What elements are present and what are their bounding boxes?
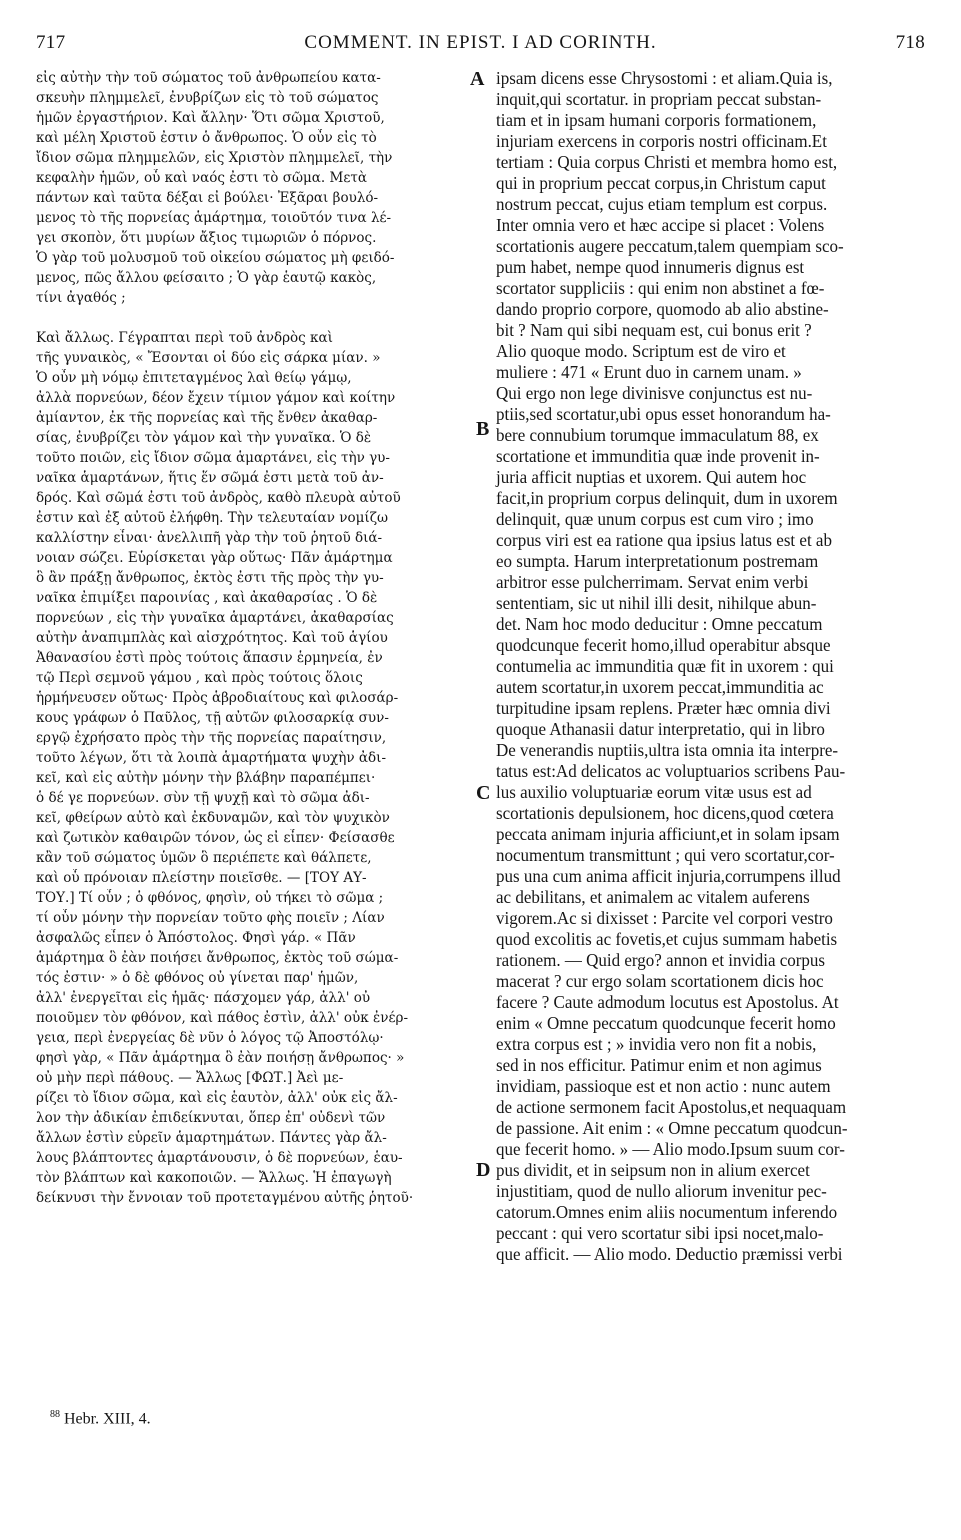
latin-line: sententiam, sic ut nihil illi desit, nihilque abun- [496,593,817,613]
greek-line: πάντων καὶ ταῦτα δέξαι εἰ βούλει· Ἐξᾶραι βουλό- [36,190,379,206]
latin-line: Inter omnia vero et hæc accipe si placet : Volens [496,215,825,235]
latin-line: vigorem.Ac si dixisset : Parcite vel corpori vestro [496,908,833,928]
greek-line: εἰς αὐτὴν τὴν τοῦ σώματος τοῦ ἀνθρωπείου κατα- [36,70,381,86]
greek-line: Ἀθανασίου ἐστὶ πρὸς τούτοις ἅπασιν ἑρμηνεία, ἐν [36,650,383,666]
latin-line: ptiis,sed scortatur,ubi opus esset honorandum ha- [496,404,831,424]
latin-line: Qui ergo non lege divinisve conjunctus est nu- [496,383,813,403]
greek-line: κεφαλὴν ἡμῶν, οὗ καὶ ναός ἐστι τὸ σῶμα. Μετὰ [36,170,368,186]
latin-line: peccant : qui vero scortatur sibi ipsi nocet,malo- [496,1223,824,1243]
latin-line: rationem. — Quid ergo? annon et invidia corpus [496,950,826,970]
latin-line: lus auxilio voluptuariæ eorum vitæ usus est ad [496,782,812,802]
latin-line: qui in proprium peccat corpus,in Christum caput [496,173,826,193]
latin-line: autem scortatur,in uxorem peccat,immunditia ac [496,677,824,697]
latin-line: quodcunque fecerit homo,illud operabitur absque [496,635,831,655]
latin-line: de actione sermonem facit Apostolus,et nequaquam [496,1097,847,1117]
latin-line: Alio quoque modo. Scriptum est de viro et [496,341,786,361]
latin-line: scortationis depulsionem, hoc dicens,quod cœtera [496,803,834,823]
latin-line: tatus est:Ad delicatos ac voluptuarios scribens Pau- [496,761,846,781]
greek-line: τοῦτο λέγων, ὅτι τὰ λοιπὰ ἁμαρτήματα ψυχὴν ἀδι- [36,750,387,766]
greek-line: ὃ ἂν πράξῃ ἄνθρωπος, ἐκτὸς ἐστι τῆς πρὸς τὴν γυ- [36,570,384,586]
latin-line: dando proprio corpore, quomodo ab alio abstine- [496,299,829,319]
latin-line: peccata animam injuria afficiunt,et in solam ipsam [496,824,840,844]
greek-line: Καὶ ἄλλως. Γέγραπται περὶ τοῦ ἀνδρὸς καὶ [36,330,333,346]
footnote-number: 88 [50,1409,60,1420]
greek-line: τῆς γυναικὸς, « Ἔσονται οἱ δύο εἰς σάρκα μίαν. » [36,350,381,366]
latin-line: bit ? Nam qui sibi nequam est, cui bonus erit ? [496,320,812,340]
greek-line: καὶ μέλη Χριστοῦ ἐστιν ὁ ἄνθρωπος. Ὁ οὖν εἰς τὸ [36,130,377,146]
footnote [50,1405,151,1429]
latin-line: extra corpus est ; » invidia vero non fit a nobis, [496,1034,817,1054]
latin-line: pus dividit, et in seipsum non in alium exercet [496,1160,810,1180]
latin-line: tiam et in ipsam humani corporis formationem, [496,110,817,130]
latin-line: sed in nos efficitur. Patimur enim et non agimus [496,1055,822,1075]
page-number-right: 718 [895,32,925,53]
latin-line: bere connubium torumque immaculatum 88, ex [496,425,819,445]
greek-line: ἀλλ' ἐνεργεῖται εἰς ἡμᾶς· πάσχομεν γάρ, ἀλλ' οὐ [36,990,371,1006]
greek-line: ναῖκα ἁμαρτάνων, ἥτις ἕν σῶμά ἐστι μετὰ τοῦ ἀν- [36,470,384,486]
page-number-left: 717 [36,32,66,53]
latin-line: muliere : 471 « Erunt duo in carnem unam. » [496,362,802,382]
greek-line: ἡρμήνευσεν οὕτως· Πρὸς ἁβροδιαίτους καὶ φιλοσάρ- [36,690,399,706]
latin-line: nostrum peccat, cujus etiam templum est corpus. [496,194,828,214]
latin-line: que afficit. — Alio modo. Deductio præmissi verbi [496,1244,843,1264]
greek-line: σίας, ἐνυβρίζει τὸν γάμον καὶ τὴν γυναῖκα. Ὁ δὲ [36,430,372,446]
greek-line: ἴδιον σῶμα πλημμελῶν, εἰς Χριστὸν πλημμελεῖ, τὴν [36,150,393,166]
greek-line: ἀμίαντον, ἐκ τῆς πορνείας καὶ τῆς ἔνθεν ἀκαθαρ- [36,410,378,426]
greek-line: τοῦτο ποιῶν, εἰς ἴδιον σῶμα ἁμαρτάνει, εἰς τὴν γυ- [36,450,390,466]
greek-line: γεια, περὶ ἐνεργείας δὲ νῦν ὁ λόγος τῷ Ἀποστόλῳ· [36,1030,384,1046]
greek-line: δείκνυσι τὴν ἔννοιαν τοῦ προτεταγμένου αὐτῆς ῥητοῦ· [36,1190,414,1206]
latin-line: ac debilitans, et animalem ac vitalem auferens [496,887,810,907]
latin-line: scortatione et immunditia quæ inde provenit in- [496,446,820,466]
greek-line: ἡμῶν ἐργαστήριον. Καὶ ἄλλην· Ὅτι σῶμα Χριστοῦ, [36,110,385,126]
margin-marker-c: C [476,782,491,804]
greek-line: μενος τὸ τῆς πορνείας ἁμάρτημα, τοιοῦτόν τινα λέ- [36,210,392,226]
greek-line: ποιοῦμεν τὸν φθόνον, καὶ πάθος ἐστὶν, ἀλλ' οὐκ ἐνέρ- [36,1010,409,1026]
latin-line: scortator suppliciis : qui enim non abstinet a fœ- [496,278,825,298]
latin-line: juria afficit nuptias et uxorem. Qui autem hoc [496,467,807,487]
greek-line: κεῖ, φθείρων αὐτὸ καὶ ἐκδυναμῶν, καὶ τὸν ψυχικὸν [36,810,390,826]
greek-line: τίνι ἀγαθός ; [36,290,126,306]
greek-line: πορνεύων , εἰς τὴν γυναῖκα ἁμαρτάνει, ἀκαθαρσίας [36,610,394,626]
greek-line: ναῖκα ἐπιμίξει παροινίας , καὶ ἀκαθαρσίας . Ὁ δὲ [36,590,378,606]
latin-line: tertiam : Quia corpus Christi et membra homo est, [496,152,838,172]
running-title: COMMENT. IN EPIST. I AD CORINTH. [304,32,657,53]
latin-line: nocumentum transmittunt ; qui vero scortatur,cor- [496,845,835,865]
latin-line: injuriam exercens in corporis nostri officinam.Et [496,131,827,151]
latin-line: eo sumpta. Harum interpretationum postremam [496,551,819,571]
greek-line: σκευὴν πλημμελεῖ, ἐνυβρίζων εἰς τὸ τοῦ σώματος [36,90,379,106]
greek-line: καλλίστην εἶναι· ἀνελλιπῆ γὰρ τὴν τοῦ ῥητοῦ διά- [36,530,383,546]
greek-line: τός ἐστιν· » ὁ δὲ φθόνος οὐ γίνεται παρ' ἡμῶν, [36,970,359,986]
latin-line: invidiam, passioque est et non actio : nunc autem [496,1076,831,1096]
margin-marker-b: B [476,418,490,440]
greek-line: κους γράφων ὁ Παῦλος, τῇ αὐτῶν φιλοσαρκίᾳ συν- [36,710,389,726]
latin-line: det. Nam hoc modo deducitur : Omne peccatum [496,614,823,634]
latin-line: injustitiam, quod de nullo aliorum invenitur pec- [496,1181,827,1201]
latin-line: quod excolitis ac fovetis,et cujus summam habetis [496,929,838,949]
latin-line: inquit,qui scortatur. in propriam peccat substan- [496,89,822,109]
latin-line: scortationis augere peccatum,talem quempiam sco- [496,236,844,256]
greek-line: κεῖ, καὶ εἰς αὐτὴν μόνην τὴν βλάβην παραπέμπει· [36,770,376,786]
latin-line: turpitudine ipsam replens. Præter hæc omnia divi [496,698,831,718]
greek-line: ἄλλων ἐστὶν εὑρεῖν ἁμαρτημάτων. Πάντες γὰρ ἄλ- [36,1130,387,1146]
greek-line: καὶ ζωτικὸν καθαιρῶν τόνον, ὡς εἰ εἶπεν· Φείσασθε [36,830,395,846]
latin-line: macerat ? cur ergo solam scortationem dicis hoc [496,971,824,991]
greek-line: εργῷ ἐχρήσατο πρὸς τὴν τῆς πορνείας παραίτησιν, [36,730,387,746]
latin-line: arbitror esse pulcherrimam. Servat enim verbi [496,572,809,592]
greek-line: τὸν βλάπτων καὶ κακοποιῶν. — Ἄλλως. Ἡ ἐπαγωγὴ [36,1170,392,1186]
greek-line: φησὶ γὰρ, « Πᾶν ἁμάρτημα ὃ ἐὰν ποιήσῃ ἄνθρωπος· » [36,1050,405,1066]
latin-line: facere ? Caute admodum locutus est Apostolus. At [496,992,839,1012]
latin-line: De venerandis nuptiis,ultra ista omnia ita interpre- [496,740,839,760]
footnote-text: Hebr. XIII, 4. [64,1410,151,1428]
greek-line: ἀλλὰ πορνεύων, δέον ἔχειν τίμιον γάμον καὶ κοίτην [36,390,396,406]
latin-line: catorum.Omnes enim aliis nocumentum inferendo [496,1202,838,1222]
greek-line: νοιαν σώζει. Εὑρίσκεται γὰρ οὕτως· Πᾶν ἁμάρτημα [36,550,393,566]
latin-line: que fecerit homo. » — Alio modo.Ipsum suum cor- [496,1139,845,1159]
latin-line: enim « Omne peccatum quodcunque fecerit homo [496,1013,836,1033]
greek-line: ἀσφαλῶς εἶπεν ὁ Ἀπόστολος. Φησὶ γάρ. « Πᾶν [36,930,356,946]
latin-line: quoque Athanasii datur interpretatio, qui in libro [496,719,825,739]
greek-line: ἐστιν καὶ ἐξ αὐτοῦ ἐλήφθη. Τὴν τελευταίαν νομίζω [36,510,389,526]
latin-line: delinquit, quæ unum corpus est cum viro ; imo [496,509,814,529]
greek-line: καὶ οὗ πρόνοιαν πλείστην ποιεῖσθε. — [ΤΟΥ ΑΥ- [36,870,367,886]
latin-line: corpus viri est ea ratione qua ipsius latus est et ab [496,530,832,550]
greek-line: λον τὴν ἀδικίαν ἐπιδείκνυται, ὅπερ ἐπ' οὐδενὶ τῶν [36,1110,386,1126]
greek-line: ΤΟΥ.] Τί οὖν ; ὁ φθόνος, φησὶν, οὐ τήκει τὸ σῶμα ; [36,890,384,906]
margin-marker-d: D [476,1159,491,1181]
latin-line: pum habet, nempe quod innumeris dignus est [496,257,805,277]
greek-line: ρίζει τὸ ἴδιον σῶμα, καὶ εἰς ἑαυτὸν, ἀλλ' οὐκ εἰς ἄλ- [36,1090,398,1106]
greek-line: τῷ Περὶ σεμνοῦ γάμου , καὶ πρὸς τούτοις ὅλοις [36,670,363,686]
latin-line: contumelia ac immunditia quæ fit in uxorem : qui [496,656,834,676]
margin-marker-a: A [470,68,485,90]
latin-line: de passione. Ait enim : « Omne peccatum quodcun- [496,1118,848,1138]
latin-line: ipsam dicens esse Chrysostomi : et aliam.Quia is, [496,68,833,88]
greek-line: ὁ δέ γε πορνεύων. σὺν τῇ ψυχῇ καὶ τὸ σῶμα ἀδι- [36,790,370,806]
greek-line: τί οὖν μόνην τὴν πορνείαν τοῦτο φὴς ποιεῖν ; Λίαν [36,910,385,926]
greek-line: δρός. Καὶ σῶμά ἐστι τοῦ ἀνδρὸς, καθὸ πλευρὰ αὐτοῦ [36,490,401,506]
greek-line: γει σκοπὸν, ὅτι μυρίων ἄξιος τιμωριῶν ὁ πόρνος. [36,230,377,246]
greek-line: αὐτὴν ἀναπιμπλὰς καὶ αἰσχρότητος. Καὶ τοῦ ἁγίου [36,630,388,646]
greek-line: Ὁ οὖν μὴ νόμῳ ἐπιτεταγμένος λαὶ θείῳ γάμῳ, [36,370,352,386]
greek-line: κἂν τοῦ σώματος ὑμῶν ὃ περιέπετε καὶ θάλπετε, [36,850,372,866]
greek-line: λους βλάπτοντες ἁμαρτάνουσιν, ὁ δὲ πορνεύων, ἑαυ- [36,1150,403,1166]
greek-line: ἁμάρτημα ὃ ἐὰν ποιήσει ἄνθρωπος, ἐκτὸς τοῦ σώμα- [36,950,399,966]
greek-line: μενος, πῶς ἄλλου φείσαιτο ; Ὁ γὰρ ἑαυτῷ κακὸς, [36,270,377,286]
greek-line [36,308,466,328]
latin-line: pus una cum anima afficit injuria,corrumpens illud [496,866,841,886]
latin-line: facit,in proprium corpus delinquit, dum in uxorem [496,488,838,508]
greek-line: Ὁ γὰρ τοῦ μολυσμοῦ τοῦ οἰκείου σώματος μὴ φειδό- [36,250,395,266]
greek-line: οὐ μὴν περὶ πάθους. — Ἄλλως [ΦΩΤ.] Ἀεὶ με- [36,1070,344,1086]
